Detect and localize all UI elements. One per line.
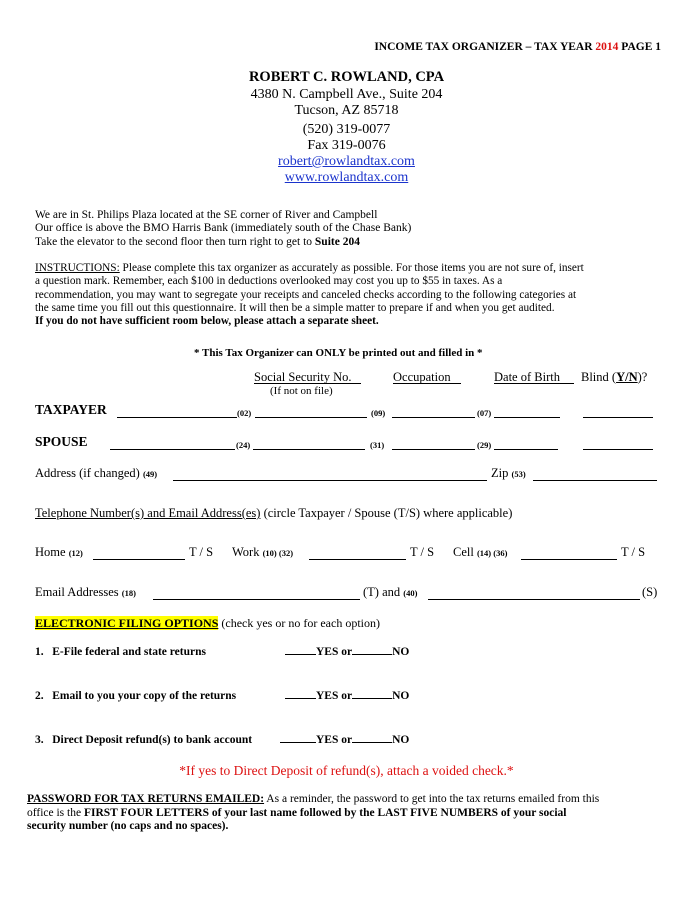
efile-no: NO [392, 690, 410, 702]
address-field[interactable] [173, 467, 487, 481]
efile-or: or [341, 690, 353, 702]
password-first-four: FIRST FOUR LETTERS [83, 806, 209, 819]
firm-phone: (520) 319-0077 [302, 122, 391, 137]
efile-option-label: Direct Deposit refund(s) to bank account [52, 734, 253, 746]
firm-web-link[interactable]: www.rowlandtax.com [284, 170, 409, 185]
password-line-2c: of your last name followed by the [209, 806, 378, 819]
print-note: * This Tax Organizer can ONLY be printed out and filled in * [194, 347, 483, 359]
address-label-text: Address (if changed) [35, 466, 140, 480]
firm-email-row [0, 154, 693, 170]
taxpayer-occupation-field[interactable] [392, 404, 475, 418]
page-header [374, 41, 661, 53]
efile-no: NO [392, 646, 410, 658]
efile-yes: YES [316, 734, 339, 746]
email-label [35, 585, 136, 600]
efile-option-1-choice [285, 646, 409, 658]
cell-label-text: Cell [453, 545, 474, 559]
firm-web-row [0, 170, 693, 186]
efile-no-blank[interactable] [352, 742, 392, 743]
password-line-2a: office is the [27, 806, 84, 819]
password-line-3: security number (no caps and no spaces). [27, 820, 229, 832]
firm-email-link[interactable]: robert@rowlandtax.com [278, 154, 415, 169]
instructions-label: INSTRUCTIONS: [35, 262, 120, 274]
col-blind-suffix: )? [637, 370, 648, 384]
instructions [35, 262, 665, 328]
taxpayer-code-07: (07) [477, 408, 492, 418]
efile-option-label: E-File federal and state returns [52, 646, 206, 658]
spouse-code-31: (31) [370, 440, 385, 450]
efile-heading: ELECTRONIC FILING OPTIONS [35, 616, 219, 630]
home-ts-choice[interactable]: T / S [189, 545, 214, 559]
header-year: 2014 [595, 41, 619, 53]
efile-no-blank[interactable] [352, 654, 392, 655]
efile-option-2-choice [285, 690, 409, 702]
efile-heading-row [35, 616, 380, 631]
firm-fax: Fax 319-0076 [307, 138, 386, 153]
cell-label [453, 545, 507, 560]
location-line-3 [35, 236, 360, 248]
work-label-text: Work [232, 545, 260, 559]
location-suite: Suite 204 [314, 236, 360, 248]
col-ssn-note: (If not on file) [270, 385, 333, 397]
work-phone-field[interactable] [309, 546, 406, 560]
address-code: (49) [142, 469, 158, 479]
email-t-text: (T) and [363, 585, 401, 599]
location-line-1: We are in St. Philips Plaza located at the SE corner of River and Campbell [35, 209, 378, 221]
col-underline [494, 383, 574, 384]
voided-check-note: *If yes to Direct Deposit of refund(s), attach a voided check.* [179, 763, 514, 778]
spouse-label: SPOUSE [35, 434, 88, 449]
telephone-heading-text: Telephone Number(s) and Email Address(es) [35, 506, 261, 520]
address-label [35, 466, 157, 481]
efile-no-blank[interactable] [352, 698, 392, 699]
firm-name: ROBERT C. ROWLAND, CPA [248, 69, 445, 85]
col-dob: Date of Birth [494, 370, 560, 384]
instructions-line-4: the same time you fill out this questionnaire. It will then be a simple matter to prepare if and when you get audited. [35, 301, 555, 314]
efile-option-num: 3. [35, 734, 44, 746]
efile-option-3-choice [280, 734, 409, 746]
efile-yes: YES [316, 646, 339, 658]
efile-or: or [341, 734, 353, 746]
col-blind-prefix: Blind ( [581, 370, 617, 384]
password-note [27, 793, 667, 834]
password-line-1: As a reminder, the password to get into the tax returns emailed from this [264, 793, 600, 805]
col-ssn: Social Security No. [254, 370, 352, 384]
instructions-line-1: Please complete this tax organizer as accurately as possible. For those items you are not sure of, insert [119, 262, 584, 274]
work-label [232, 545, 293, 560]
telephone-heading [35, 506, 512, 521]
efile-or: or [341, 646, 353, 658]
firm-street: 4380 N. Campbell Ave., Suite 204 [250, 87, 443, 102]
efile-option-num: 1. [35, 646, 44, 658]
efile-option-1 [35, 646, 206, 658]
home-label [35, 545, 83, 560]
zip-label [491, 466, 526, 481]
efile-yes: YES [316, 690, 339, 702]
taxpayer-code-09: (09) [371, 408, 386, 418]
efile-option-2 [35, 690, 236, 702]
zip-label-text: Zip [491, 466, 509, 480]
taxpayer-code-02: (02) [237, 408, 252, 418]
cell-phone-field[interactable] [521, 546, 617, 560]
header-page: PAGE 1 [621, 41, 661, 53]
instructions-line-2: a question mark. Remember, each $100 in deductions overlooked may cost you up to $55 in taxes. As a [35, 275, 503, 288]
efile-yes-blank[interactable] [280, 742, 316, 743]
col-underline [393, 383, 461, 384]
taxpayer-name-field[interactable] [117, 404, 237, 418]
efile-note: (check yes or no for each option) [218, 616, 380, 630]
instructions-line-5: If you do not have sufficient room below, please attach a separate sheet. [35, 315, 379, 328]
home-label-text: Home [35, 545, 66, 559]
spouse-blind-field[interactable] [583, 436, 653, 450]
home-code: (12) [68, 548, 83, 558]
email-spouse-field[interactable] [428, 586, 640, 600]
col-blind [581, 370, 647, 385]
cell-code: (14) (36) [476, 548, 508, 558]
email-taxpayer-field[interactable] [153, 586, 360, 600]
efile-option-3 [35, 734, 252, 746]
email-code-18: (18) [121, 588, 136, 598]
efile-yes-blank[interactable] [285, 698, 316, 699]
spouse-dob-field[interactable] [494, 436, 558, 450]
password-line-2e: of your social [498, 806, 567, 819]
efile-yes-blank[interactable] [285, 654, 316, 655]
location-line-2: Our office is above the BMO Harris Bank (immediately south of the Chase Bank) [35, 222, 412, 234]
telephone-note: (circle Taxpayer / Spouse (T/S) where applicable) [260, 506, 513, 520]
email-code-40: (40) [403, 588, 418, 598]
taxpayer-blind-field[interactable] [583, 404, 653, 418]
spouse-name-field[interactable] [110, 436, 235, 450]
col-underline [254, 383, 361, 384]
work-ts-choice[interactable]: T / S [410, 545, 435, 559]
spouse-ssn-field[interactable] [253, 436, 365, 450]
spouse-occupation-field[interactable] [392, 436, 475, 450]
password-label: PASSWORD FOR TAX RETURNS EMAILED: [27, 793, 265, 805]
col-occupation: Occupation [393, 370, 451, 384]
email-t-label [363, 585, 417, 600]
spouse-code-24: (24) [236, 440, 251, 450]
spouse-code-29: (29) [477, 440, 492, 450]
location-line-3-text: Take the elevator to the second floor then turn right to get to [35, 236, 313, 248]
zip-field[interactable] [533, 467, 657, 481]
cell-ts-choice[interactable]: T / S [621, 545, 646, 559]
header-title: INCOME TAX ORGANIZER – TAX YEAR [374, 41, 593, 53]
taxpayer-label: TAXPAYER [35, 402, 107, 417]
efile-option-num: 2. [35, 690, 44, 702]
efile-option-label: Email to you your copy of the returns [52, 690, 237, 702]
home-phone-field[interactable] [93, 546, 185, 560]
taxpayer-ssn-field[interactable] [255, 404, 367, 418]
col-blind-yn: Y/N [616, 370, 638, 384]
firm-city: Tucson, AZ 85718 [294, 103, 399, 118]
password-last-five: LAST FIVE NUMBERS [377, 806, 499, 819]
work-code: (10) (32) [262, 548, 294, 558]
email-label-text: Email Addresses [35, 585, 119, 599]
email-s-label: (S) [642, 585, 658, 599]
instructions-line-3: recommendation, you may want to segregate your receipts and canceled checks according to the following categories at [35, 288, 577, 301]
taxpayer-dob-field[interactable] [494, 404, 560, 418]
zip-code: (53) [511, 469, 526, 479]
efile-no: NO [392, 734, 410, 746]
